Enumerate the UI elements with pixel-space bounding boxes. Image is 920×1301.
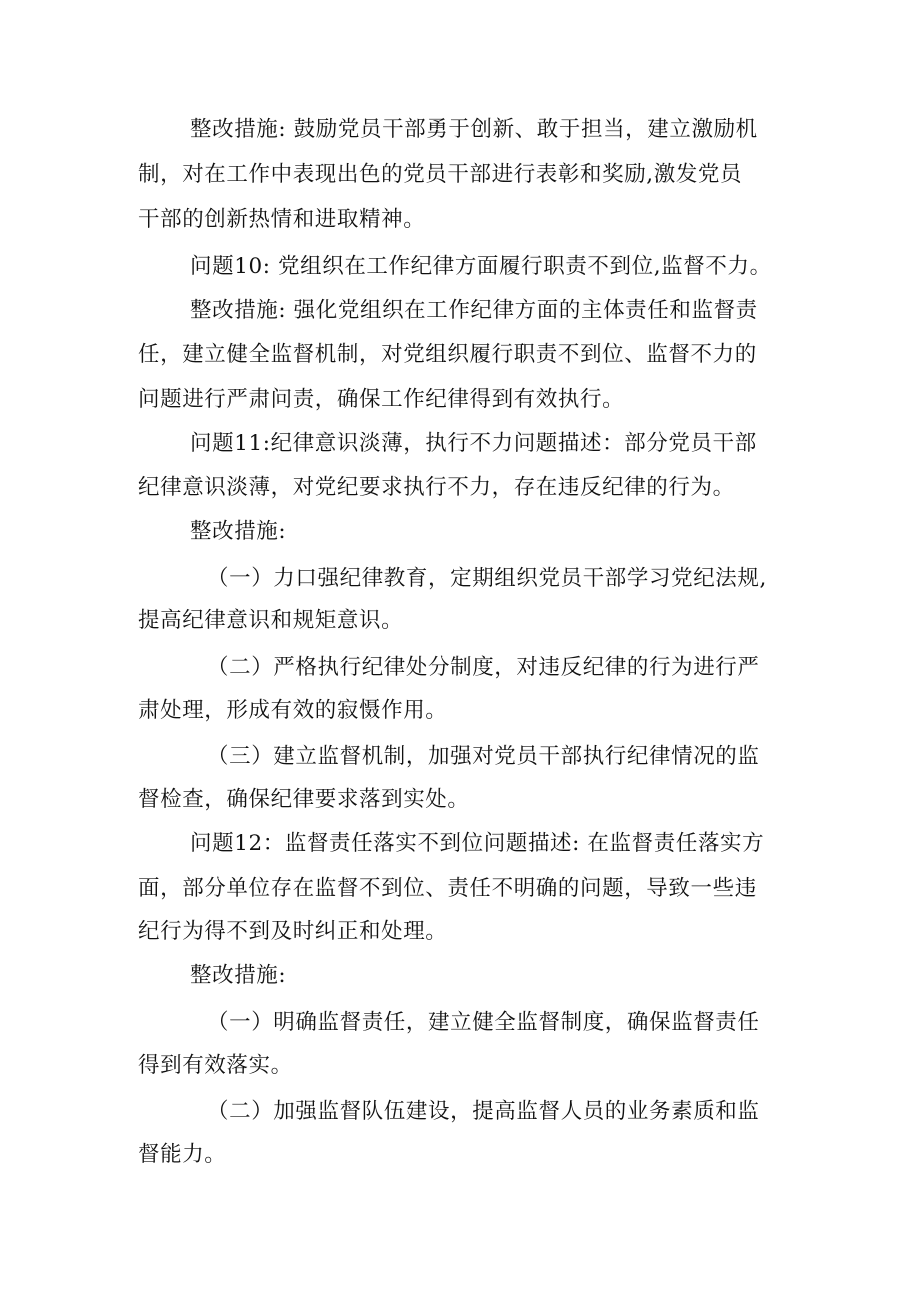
- text-line: 整改措施:: [190, 519, 287, 544]
- text-line: 纪行为得不到及时纠正和处理。: [138, 919, 448, 944]
- text-line: 制，对在工作中表现出色的党员干部进行表彰和奖励,激发党员: [138, 162, 743, 187]
- text-line: （一）明确监督责任，建立健全监督制度，确保监督责任: [207, 1010, 760, 1035]
- text-line: 问题10: 党组织在工作纪律方面履行职责不到位,监督不力。: [190, 254, 772, 279]
- text-line: 督能力。: [138, 1142, 227, 1167]
- text-line: 纪律意识淡薄，对党纪要求执行不力，存在违反纪律的行为。: [138, 475, 735, 500]
- text-line: 肃处理，形成有效的寂慑作用。: [138, 698, 448, 723]
- text-line: 问题11:纪律意识淡薄，执行不力问题描述：部分党员干部: [190, 431, 757, 456]
- text-line: （二）加强监督队伍建设，提高监督人员的业务素质和监: [207, 1099, 760, 1124]
- text-line: 问题12：监督责任落实不到位问题描述: 在监督责任落实方: [190, 831, 765, 856]
- text-line: 干部的创新热情和进取精神。: [138, 207, 426, 232]
- text-line: 得到有效落实。: [138, 1053, 293, 1078]
- text-line: （二）严格执行纪律处分制度，对违反纪律的行为进行严: [207, 655, 760, 680]
- text-line: （一）力口强纪律教育，定期组织党员干部学习党纪法规,: [207, 566, 767, 591]
- text-line: 问题进行严肃问责，确保工作纪律得到有效执行。: [138, 387, 625, 412]
- text-line: 督检查，确保纪律要求落到实处。: [138, 787, 470, 812]
- text-line: 任，建立健全监督机制，对党组织履行职责不到位、监督不力的: [138, 342, 757, 367]
- text-line: 面，部分单位存在监督不到位、责任不明确的问题，导致一些违: [138, 876, 757, 901]
- text-line: （三）建立监督机制，加强对党员干部执行纪律情况的监: [207, 744, 760, 769]
- text-line: 提高纪律意识和规矩意识。: [138, 608, 404, 633]
- text-line: 整改措施: 强化党组织在工作纪律方面的主体责任和监督责: [190, 298, 758, 323]
- text-line: 整改措施: 鼓励党员干部勇于创新、敢于担当，建立激励机: [190, 117, 758, 142]
- text-line: 整改措施:: [190, 963, 287, 988]
